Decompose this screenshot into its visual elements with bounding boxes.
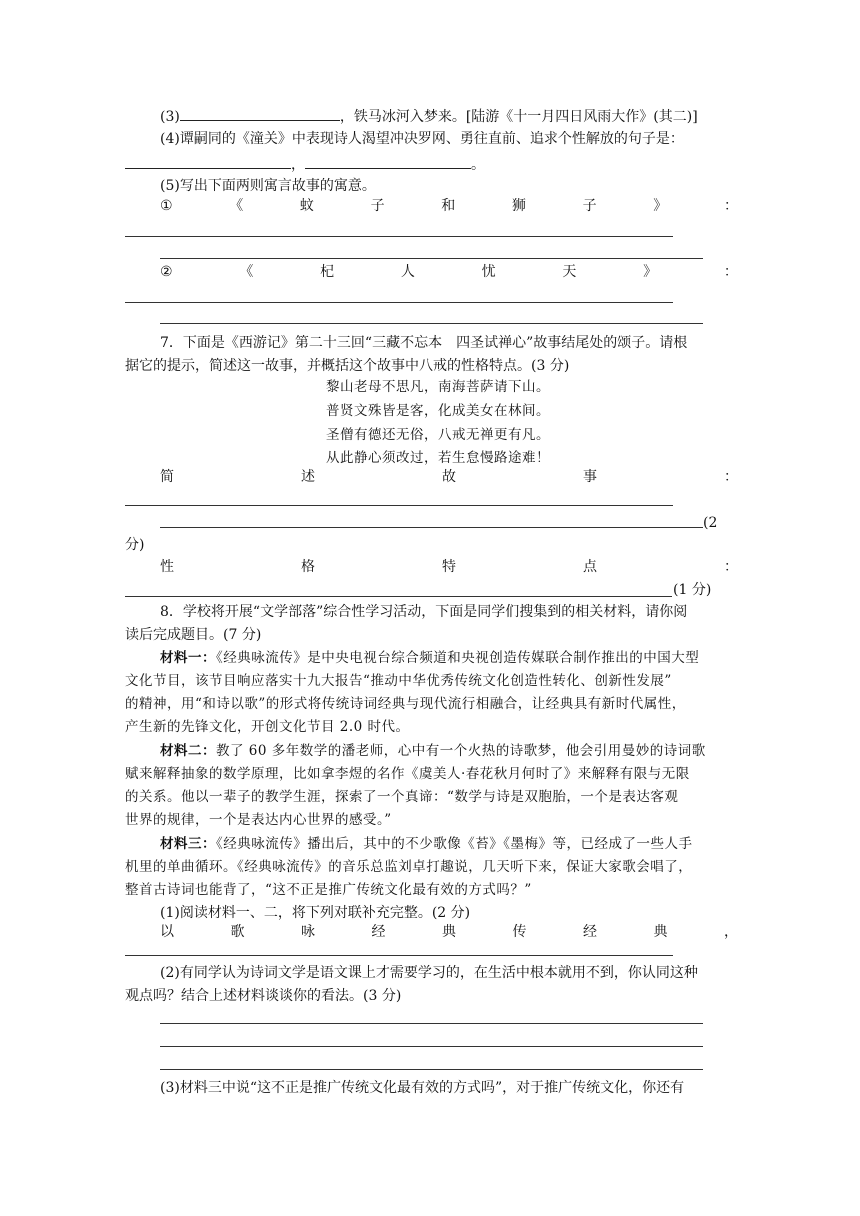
fable1-char: 狮 <box>511 198 526 214</box>
verse-line: 从此静心须改过，若生怠慢路途难！ <box>326 450 550 466</box>
story-char: 故 <box>442 469 456 485</box>
verse-line: 圣僧有德还无俗，八戒无禅更有凡。 <box>326 427 550 443</box>
story-char: 简 <box>160 469 174 485</box>
fable1-char: 蚊 <box>299 198 314 214</box>
blank-line[interactable] <box>180 105 340 121</box>
couplet-char: 典 <box>653 924 668 940</box>
material1-line1 <box>160 648 699 668</box>
couplet-char: 咏 <box>301 924 315 940</box>
answer-line[interactable] <box>125 505 673 506</box>
trait-char: 点 <box>583 559 597 575</box>
q6-item5: (5)写出下面两则寓言故事的寓意。 <box>160 178 376 194</box>
fable1-prompt <box>160 196 738 216</box>
trait-score: (1 分) <box>673 582 712 598</box>
material2-line1 <box>160 741 706 761</box>
material1-text: 《经典咏流传》是中央电视台综合频道和央视创造传媒联合制作推出的中国大型 <box>216 650 700 666</box>
blank-line[interactable] <box>125 153 291 169</box>
q8-sub2-line2: 观点吗？结合上述材料谈谈你的看法。(3 分) <box>125 988 402 1004</box>
trait-char: ： <box>724 559 738 575</box>
couplet-char: 经 <box>583 924 597 940</box>
material3-text: 《经典咏流传》播出后，其中的不少歌像《苔》《墨梅》等，已经成了一些人手 <box>216 836 693 852</box>
material3-label: 材料三： <box>160 836 216 852</box>
fable2-prompt <box>160 262 738 282</box>
fable2-char: 《 <box>239 264 254 280</box>
q6-item4-comma: ， <box>291 157 305 173</box>
q8-sub2-line1: (2)有同学认为诗词文学是语文课上才需要学习的，在生活中根本就用不到，你认同这种 <box>160 965 698 981</box>
material2-line2: 赋来解释抽象的数学原理，比如拿李煜的名作《虞美人·春花秋月何时了》来解释有限与无限 <box>125 766 690 782</box>
answer-line[interactable] <box>125 302 673 303</box>
trait-char: 性 <box>160 559 174 575</box>
couplet-prompt <box>160 922 738 942</box>
couplet-char: ， <box>724 924 738 940</box>
answer-line[interactable] <box>160 1023 703 1024</box>
material2-text: 教了 60 多年数学的潘老师，心中有一个火热的诗歌梦，他会引用曼妙的诗词歌 <box>216 743 706 759</box>
fable1-char: ： <box>723 198 738 214</box>
material3-line3: 整首古诗词也能背了，“这不正是推广传统文化最有效的方式吗？” <box>125 882 532 898</box>
couplet-char: 传 <box>512 924 527 940</box>
fable1-char: 《 <box>229 198 244 214</box>
q6-item3-text: ，铁马冰河入梦来。[陆游《十一月四日风雨大作》(其二)] <box>339 109 698 125</box>
story-prompt <box>160 467 738 487</box>
fable2-char: ： <box>723 264 738 280</box>
q8-sub1: (1)阅读材料一、二，将下列对联补充完整。(2 分) <box>160 905 471 921</box>
material3-line1 <box>160 834 693 854</box>
material2-line4: 世界的规律，一个是表达内心世界的感受。” <box>125 812 392 828</box>
couplet-char: 以 <box>160 924 174 940</box>
answer-line[interactable] <box>125 236 673 237</box>
q6-item4-line2 <box>125 153 485 175</box>
story-score: (2 <box>703 515 718 531</box>
q8-line1: 8．学校将开展“文学部落”综合性学习活动，下面是同学们搜集到的相关材料，请你阅 <box>160 604 688 620</box>
answer-line[interactable] <box>160 1069 703 1070</box>
fable1-char: 子 <box>582 198 597 214</box>
fable1-char: ① <box>160 198 173 214</box>
fable1-char: 》 <box>653 198 668 214</box>
story-score-tail: 分) <box>125 537 145 553</box>
answer-line[interactable] <box>160 527 703 528</box>
couplet-char: 歌 <box>230 924 245 940</box>
q6-item3 <box>160 105 698 127</box>
material3-line2: 机里的单曲循环。《经典咏流传》的音乐总监刘卓打趣说，几天听下来，保证大家歌会唱了， <box>125 859 693 875</box>
story-char: ： <box>724 469 738 485</box>
q8-line2: 读后完成题目。(7 分) <box>125 627 262 643</box>
fable2-char: 人 <box>400 264 415 280</box>
material1-line4: 产生新的先锋文化，开创文化节目 2.0 时代。 <box>125 719 410 735</box>
fable2-char: 》 <box>643 264 658 280</box>
q6-item3-num: (3) <box>160 109 180 125</box>
q7-line2: 据它的提示，简述这一故事，并概括这个故事中八戒的性格特点。(3 分) <box>125 358 570 374</box>
fable2-char: 杞 <box>320 264 335 280</box>
material2-line3: 的关系。他以一辈子的教学生涯，探索了一个真谛：“数学与诗是双胞胎，一个是表达客观 <box>125 789 679 805</box>
trait-char: 特 <box>442 559 456 575</box>
fable1-char: 和 <box>441 198 456 214</box>
answer-line[interactable] <box>160 323 703 324</box>
verse-line: 黎山老母不思凡，南海菩萨请下山。 <box>326 379 550 395</box>
trait-prompt <box>160 557 738 577</box>
answer-line[interactable] <box>160 1046 703 1047</box>
q6-item4-period: 。 <box>471 157 485 173</box>
answer-line[interactable] <box>125 596 672 597</box>
fable2-char: 忧 <box>481 264 496 280</box>
couplet-char: 经 <box>371 924 386 940</box>
answer-line[interactable] <box>125 955 673 956</box>
q7-line1: 7．下面是《西游记》第二十三回“三藏不忘本 四圣试禅心”故事结尾处的颂子。请根 <box>160 335 688 351</box>
story-char: 述 <box>301 469 315 485</box>
material2-label: 材料二： <box>160 743 216 759</box>
material1-label: 材料一： <box>160 650 216 666</box>
q6-item4-line1: (4)谭嗣同的《潼关》中表现诗人渴望冲决罗网、勇往直前、追求个性解放的句子是： <box>160 131 684 147</box>
verse-line: 普贤文殊皆是客，化成美女在林间。 <box>326 403 550 419</box>
fable1-char: 子 <box>370 198 385 214</box>
trait-char: 格 <box>301 559 315 575</box>
couplet-char: 典 <box>442 924 456 940</box>
material1-line2: 文化节目，该节目响应落实十九大报告“推动中华优秀传统文化创造性转化、创新性发展” <box>125 673 672 689</box>
fable2-char: 天 <box>562 264 577 280</box>
material1-line3: 的精神，用“和诗以歌”的形式将传统诗词经典与现代流行相融合，让经典具有新时代属性， <box>125 696 686 712</box>
blank-line[interactable] <box>305 153 471 169</box>
answer-line[interactable] <box>160 258 703 259</box>
fable2-char: ② <box>160 264 173 280</box>
q8-sub3-line1: (3)材料三中说“这不正是推广传统文化最有效的方式吗”，对于推广传统文化，你还有 <box>160 1080 685 1096</box>
story-char: 事 <box>583 469 597 485</box>
